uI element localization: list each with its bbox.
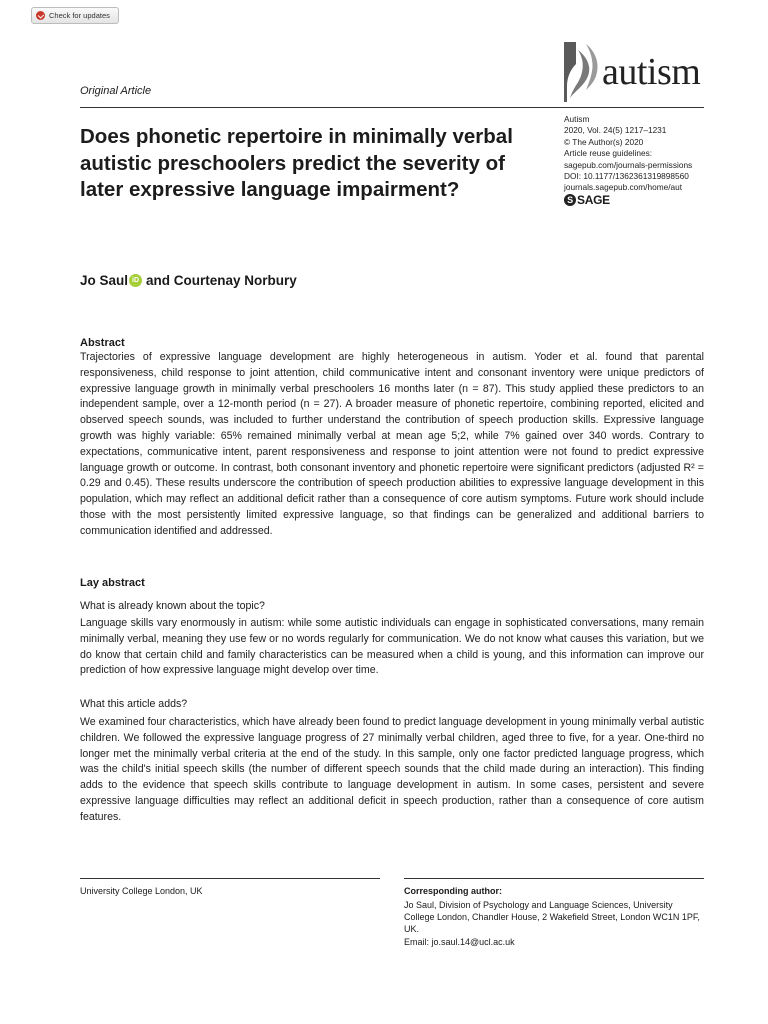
corresponding-details [404,899,704,948]
footer-divider-right [404,878,704,879]
publisher-logo-text: SAGE [577,193,610,207]
meta-reuse-label: Article reuse guidelines: [564,148,653,159]
publisher-logo [564,193,610,207]
abstract-text: Trajectories of expressive language development are highly heterogeneous in autism. Yoder et al. found that parental responsiveness, child response to joint attention, child communicative intent and consonant inventory were unique predictors of expressive language growth in minimally verbal preschoolers 16 months later (n = 87). This study applied these predictors to an independent sample, over a 12-month period (n = 27). A broader measure of phonetic repertoire, combining reported, elicited and observed speech sounds, was included to further understand the contribution of speech production skills. Expressive language growth was highly variable: 65% remained minimally verbal at mean age 5;2, while 7% gained over 340 words. Contrary to expectations, communicative intent, parent responsiveness and response to joint attention were not found to predict expressive language growth or outcome. In contrast, both consonant inventory and phonetic repertoire were significant predictors (adjusted R² = 0.29 and 0.45). These results underscore the contribution of speech production abilities to expressive language development in this population, which may reflect an additional deficit rather than a consequence of core autism symptoms. Future work should include those with the most persistently limited expressive language, so that findings can be generalized and additional barriers to communication identified and addressed. [80,351,704,537]
journal-logo-mark-icon [562,42,602,102]
author-list [80,273,297,288]
author-rest: and Courtenay Norbury [146,273,297,288]
orcid-icon[interactable]: iD [129,274,142,287]
lay-question-adds: What this article adds? [80,698,188,710]
meta-doi-link[interactable]: DOI: 10.1177/1362361319898560 [564,171,689,182]
footer-divider-left [80,878,380,879]
meta-copyright: © The Author(s) 2020 [564,136,644,147]
lay-paragraph-adds: We examined four characteristics, which have already been found to predict language development in young minimally verbal autistic children. We followed the expressive language progress of 27 minimally verbal children, aged three to five, for a year. One-third no longer met the minimally verbal criteria at the end of the study. In this sample, only one factor predicted language progress, which was the child's initial speech skills (the number of different speech sounds that the child made during an interaction). This finding adds to the evidence that speech skills contribute to language development in autism. In some cases, persistent and severe expressive language difficulties may reflect an additional deficit in speech production, rather than a consequence of core autism features. [80,716,704,823]
abstract-heading: Abstract [80,337,125,349]
sage-icon: S [564,194,576,206]
corresponding-email[interactable]: Email: jo.saul.14@ucl.ac.uk [404,936,515,947]
meta-volume: 2020, Vol. 24(5) 1217–1231 [564,125,667,136]
article-title: Does phonetic repertoire in minimally verbal autistic preschoolers predict the severity of later expressive language impairment? [80,125,513,201]
lay-paragraph-known: Language skills vary enormously in autism: while some autistic individuals can engage in sophisticated conversations, many remain minimally verbal, meaning they use few or no words regularly for communication. We do not know what causes this variation, but we do know that certain child and family characteristics can be measured when a child is young, and this information can improve our prediction of how expressive language might develop over time. [80,617,704,677]
meta-permissions-link[interactable]: sagepub.com/journals-permissions [564,159,693,170]
journal-logo-text: autism [602,51,701,93]
header-divider [80,107,704,108]
check-for-updates-button[interactable] [31,7,119,24]
meta-journal: Autism [564,114,590,124]
author-first: Jo Saul [80,273,129,288]
meta-journal-link[interactable]: journals.sagepub.com/home/aut [564,182,683,193]
corresponding-address: Jo Saul, Division of Psychology and Language Sciences, University College London, Chandler House, 2 Wakefield Street, London WC1N 1PF, UK. [404,900,700,935]
affiliation: University College London, UK [80,886,203,896]
check-updates-label: Check for updates [49,11,110,20]
corresponding-heading: Corresponding author: [404,886,502,896]
article-type: Original Article [80,85,152,97]
journal-meta [564,114,714,194]
journal-logo [562,42,707,102]
check-updates-icon [36,11,45,20]
lay-abstract-heading: Lay abstract [80,577,145,589]
lay-question-known: What is already known about the topic? [80,600,265,612]
